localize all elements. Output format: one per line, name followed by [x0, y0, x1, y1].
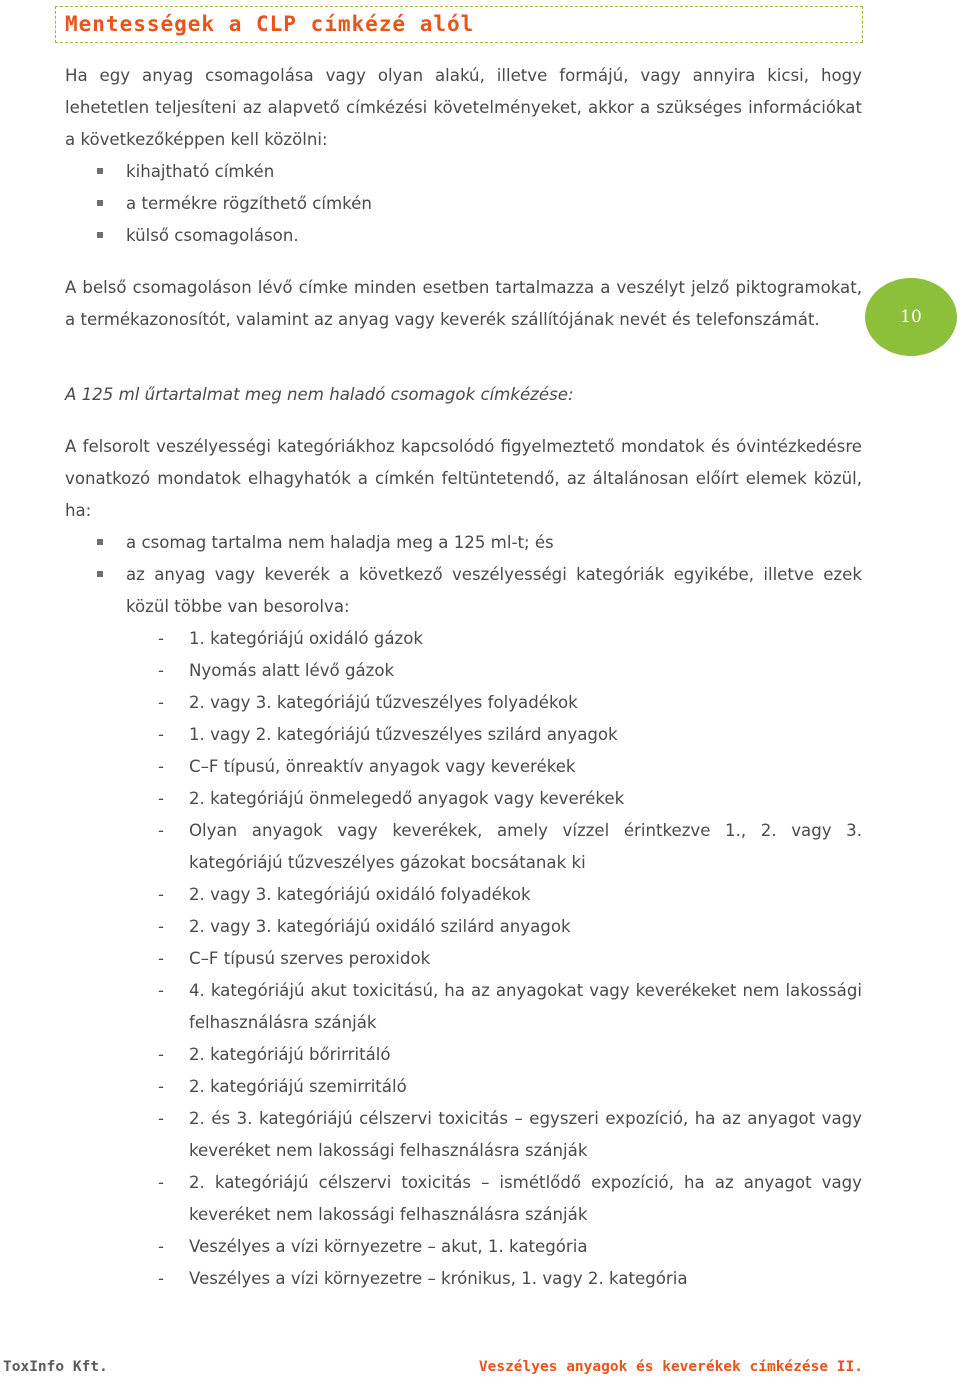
category-item: - Veszélyes a vízi környezetre – krónikus, 1. vagy 2. kategória	[65, 1263, 862, 1295]
category-item: - C–F típusú, önreaktív anyagok vagy keverékek	[65, 751, 862, 783]
inner-label-paragraph: A belső csomagoláson lévő címke minden esetben tartalmazza a veszélyt jelző piktogramokat, a termékazonosítót, valamint az anyag vagy keverék szállítójának nevét és telefonszámát.	[65, 278, 862, 329]
category-item: - 2. kategóriájú bőrirritáló	[65, 1039, 862, 1071]
footer-company: ToxInfo Kft.	[3, 1359, 108, 1375]
bullet-item: külső csomagoláson.	[65, 220, 862, 252]
bullet-item: a termékre rögzíthető címkén	[65, 188, 862, 220]
category-item: - 2. vagy 3. kategóriájú oxidáló szilárd anyagok	[65, 911, 862, 943]
category-item: - Veszélyes a vízi környezetre – akut, 1. kategória	[65, 1231, 862, 1263]
category-item: - 2. vagy 3. kategóriájú tűzveszélyes folyadékok	[65, 687, 862, 719]
page-title: Mentességek a CLP címkézé alól	[65, 12, 475, 36]
category-list	[65, 623, 862, 1295]
bullet-item: kihajtható címkén	[65, 156, 862, 188]
section-subheading: A 125 ml űrtartalmat meg nem haladó csomagok címkézése:	[65, 385, 574, 404]
category-item: - Olyan anyagok vagy keverékek, amely vízzel érintkezve 1., 2. vagy 3. kategóriájú tűzveszélyes gázokat bocsátanak ki	[65, 815, 862, 879]
intro-bullet-list	[65, 156, 862, 252]
title-box	[55, 6, 863, 43]
document-body	[65, 60, 862, 1295]
omit-paragraph: A felsorolt veszélyességi kategóriákhoz kapcsolódó figyelmeztető mondatok és óvintézkedésre vonatkozó mondatok elhagyhatók a címkén feltüntetendő, az általánosan előírt elemek közül, ha:	[65, 437, 862, 520]
conditions-bullet-list	[65, 527, 862, 623]
category-item: - C–F típusú szerves peroxidok	[65, 943, 862, 975]
category-item: - 4. kategóriájú akut toxicitású, ha az anyagokat vagy keverékeket nem lakossági felhasználásra szánják	[65, 975, 862, 1039]
category-item: - 2. kategóriájú szemirritáló	[65, 1071, 862, 1103]
category-item: - 2. kategóriájú célszervi toxicitás – ismétlődő expozíció, ha az anyagot vagy keveréket nem lakossági felhasználásra szánják	[65, 1167, 862, 1231]
category-item: - 1. vagy 2. kategóriájú tűzveszélyes szilárd anyagok	[65, 719, 862, 751]
bullet-item: az anyag vagy keverék a következő veszélyességi kategóriák egyikébe, illetve ezek közül többe van besorolva:	[65, 559, 862, 623]
page-number-badge: 10	[865, 278, 957, 356]
bullet-item: a csomag tartalma nem haladja meg a 125 ml-t; és	[65, 527, 862, 559]
category-item: - 2. vagy 3. kategóriájú oxidáló folyadékok	[65, 879, 862, 911]
category-item: - 1. kategóriájú oxidáló gázok	[65, 623, 862, 655]
category-item: - Nyomás alatt lévő gázok	[65, 655, 862, 687]
footer-document-title: Veszélyes anyagok és keverékek címkézése II.	[478, 1359, 863, 1375]
intro-paragraph: Ha egy anyag csomagolása vagy olyan alakú, illetve formájú, vagy annyira kicsi, hogy lehetetlen teljesíteni az alapvető címkézési követelményeket, akkor a szükséges információkat a következőképpen kell közölni:	[65, 66, 862, 149]
category-item: - 2. kategóriájú önmelegedő anyagok vagy keverékek	[65, 783, 862, 815]
category-item: - 2. és 3. kategóriájú célszervi toxicitás – egyszeri expozíció, ha az anyagot vagy keveréket nem lakossági felhasználásra szánják	[65, 1103, 862, 1167]
